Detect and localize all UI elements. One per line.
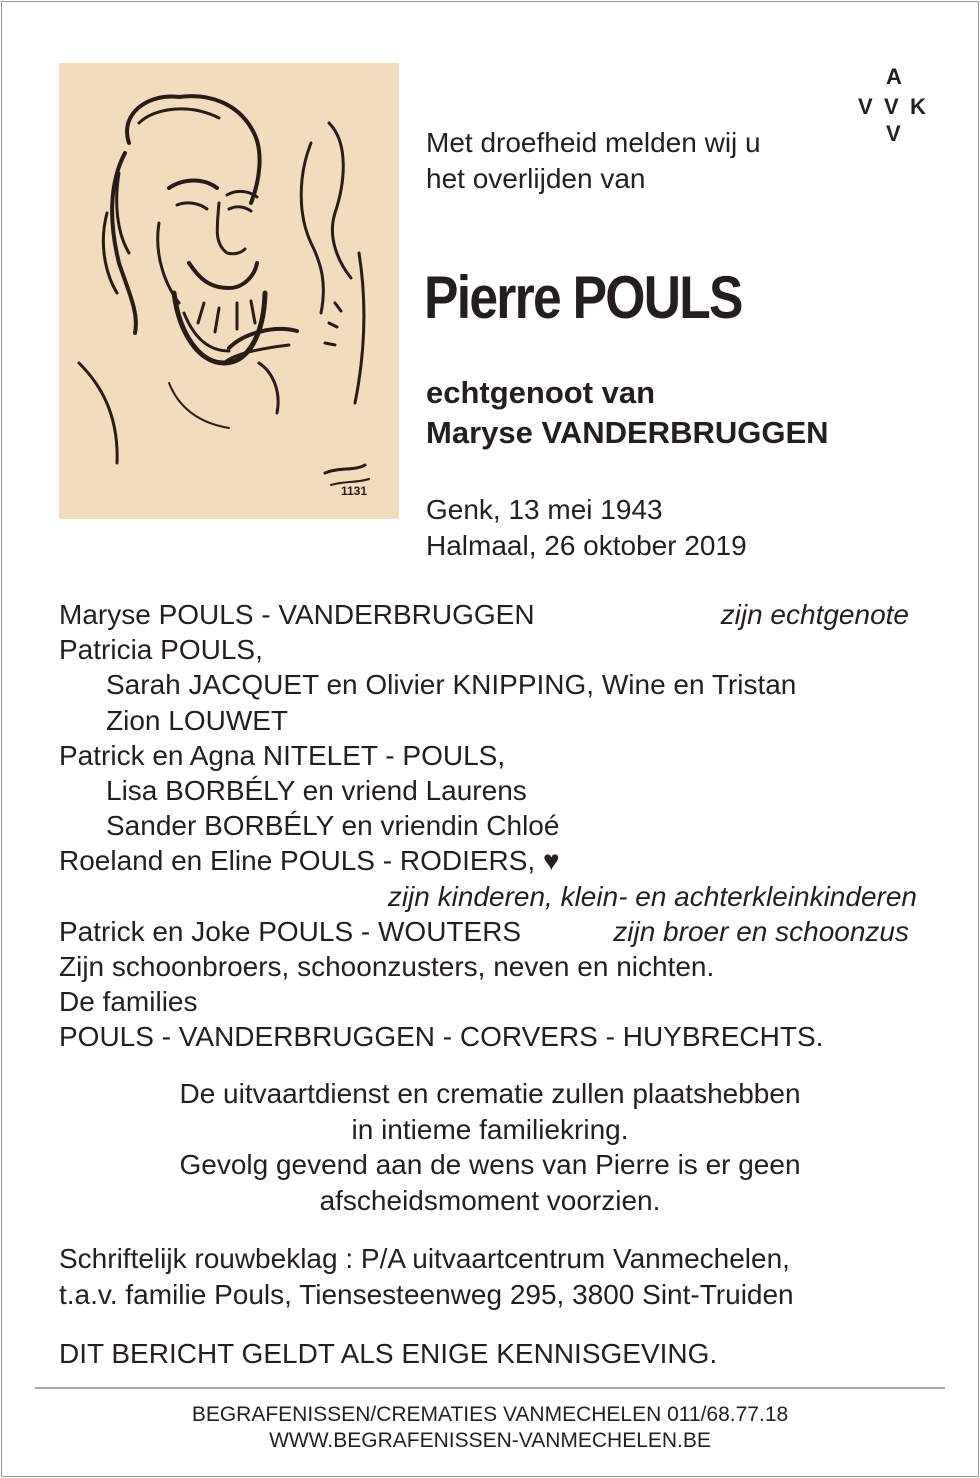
- family-row: [59, 914, 919, 949]
- condolence-line-2: t.a.v. familie Pouls, Tiensesteenweg 295, 3800 Sint-Truiden: [59, 1278, 794, 1310]
- footer-website: WWW.BEGRAFENISSEN-VANMECHELEN.BE: [269, 1429, 711, 1452]
- death-date: Halmaal, 26 oktober 2019: [426, 530, 747, 561]
- family-member: Zion LOUWET: [106, 704, 289, 736]
- family-row: [59, 738, 919, 773]
- spouse-info: [426, 373, 829, 453]
- family-member: Zijn schoonbroers, schoonzusters, neven en nichten.: [59, 950, 715, 982]
- footer: [0, 1402, 980, 1454]
- signature-date: 1131: [341, 484, 368, 498]
- family-relation: zijn echtgenote: [720, 599, 909, 630]
- family-row: [59, 632, 919, 667]
- intro-line-2: het overlijden van: [426, 163, 646, 194]
- family-member: POULS - VANDERBRUGGEN - CORVERS - HUYBRECHTS.: [59, 1021, 824, 1053]
- family-row: [59, 597, 919, 632]
- deceased-name: Pierre POULS: [424, 264, 742, 331]
- family-row: [59, 949, 919, 984]
- family-row: [59, 667, 919, 702]
- portrait-sketch: [59, 63, 399, 519]
- condolence-address: [59, 1241, 794, 1312]
- family-member: Patrick en Agna NITELET - POULS,: [59, 739, 506, 771]
- ceremony-line-1: De uitvaartdienst en crematie zullen plaatshebben: [179, 1078, 801, 1109]
- logo-letter-a: A: [886, 64, 902, 89]
- footer-company: BEGRAFENISSEN/CREMATIES VANMECHELEN 011/68.77.18: [191, 1403, 789, 1426]
- family-relation: zijn kinderen, klein- en achterkleinkinderen: [387, 880, 917, 912]
- condolence-line-1: Schriftelijk rouwbeklag : P/A uitvaartcentrum Vanmechelen,: [59, 1243, 790, 1274]
- logo-letter-v-center: V: [884, 94, 899, 119]
- family-row: [59, 879, 919, 914]
- logo-letter-v-bottom: V: [886, 121, 901, 146]
- spouse-line-1: echtgenoot van: [426, 375, 656, 410]
- family-row: [59, 1019, 919, 1054]
- family-member: Maryse POULS - VANDERBRUGGEN: [59, 599, 535, 630]
- ceremony-line-2: in intieme familiekring.: [351, 1113, 629, 1145]
- sketch-portrait-icon: [59, 63, 399, 519]
- birth-date: Genk, 13 mei 1943: [426, 494, 663, 525]
- family-member: Sarah JACQUET en Olivier KNIPPING, Wine en Tristan: [106, 669, 797, 701]
- ceremony-text: [0, 1076, 980, 1218]
- official-notice: DIT BERICHT GELDT ALS ENIGE KENNISGEVING.: [59, 1338, 718, 1369]
- family-member: Patrick en Joke POULS - WOUTERS: [59, 915, 522, 947]
- ceremony-line-3: Gevolg gevend aan de wens van Pierre is er geen: [179, 1149, 801, 1180]
- family-member: Lisa BORBÉLY en vriend Laurens: [106, 774, 527, 806]
- family-relation: zijn broer en schoonzus: [613, 915, 909, 947]
- logo-letter-v-left: V: [858, 94, 873, 119]
- intro-text: [426, 125, 846, 197]
- family-row: [59, 773, 919, 808]
- family-member: De families: [59, 986, 198, 1018]
- family-row: [59, 984, 919, 1019]
- family-member: Sander BORBÉLY en vriendin Chloé: [106, 810, 560, 842]
- family-list: [59, 597, 919, 1054]
- avvk-logo: [852, 66, 938, 148]
- spouse-line-2: Maryse VANDERBRUGGEN: [426, 415, 829, 450]
- logo-letter-k: K: [910, 94, 926, 119]
- intro-line-1: Met droefheid melden wij u: [426, 127, 761, 158]
- family-row: [59, 808, 919, 843]
- family-member: Roeland en Eline POULS - RODIERS, ♥: [59, 845, 560, 877]
- footer-divider: [35, 1387, 945, 1389]
- life-dates: [426, 492, 747, 564]
- family-row: [59, 703, 919, 738]
- family-row: [59, 843, 919, 878]
- family-member: Patricia POULS,: [59, 634, 263, 666]
- ceremony-line-4: afscheidsmoment voorzien.: [319, 1184, 661, 1216]
